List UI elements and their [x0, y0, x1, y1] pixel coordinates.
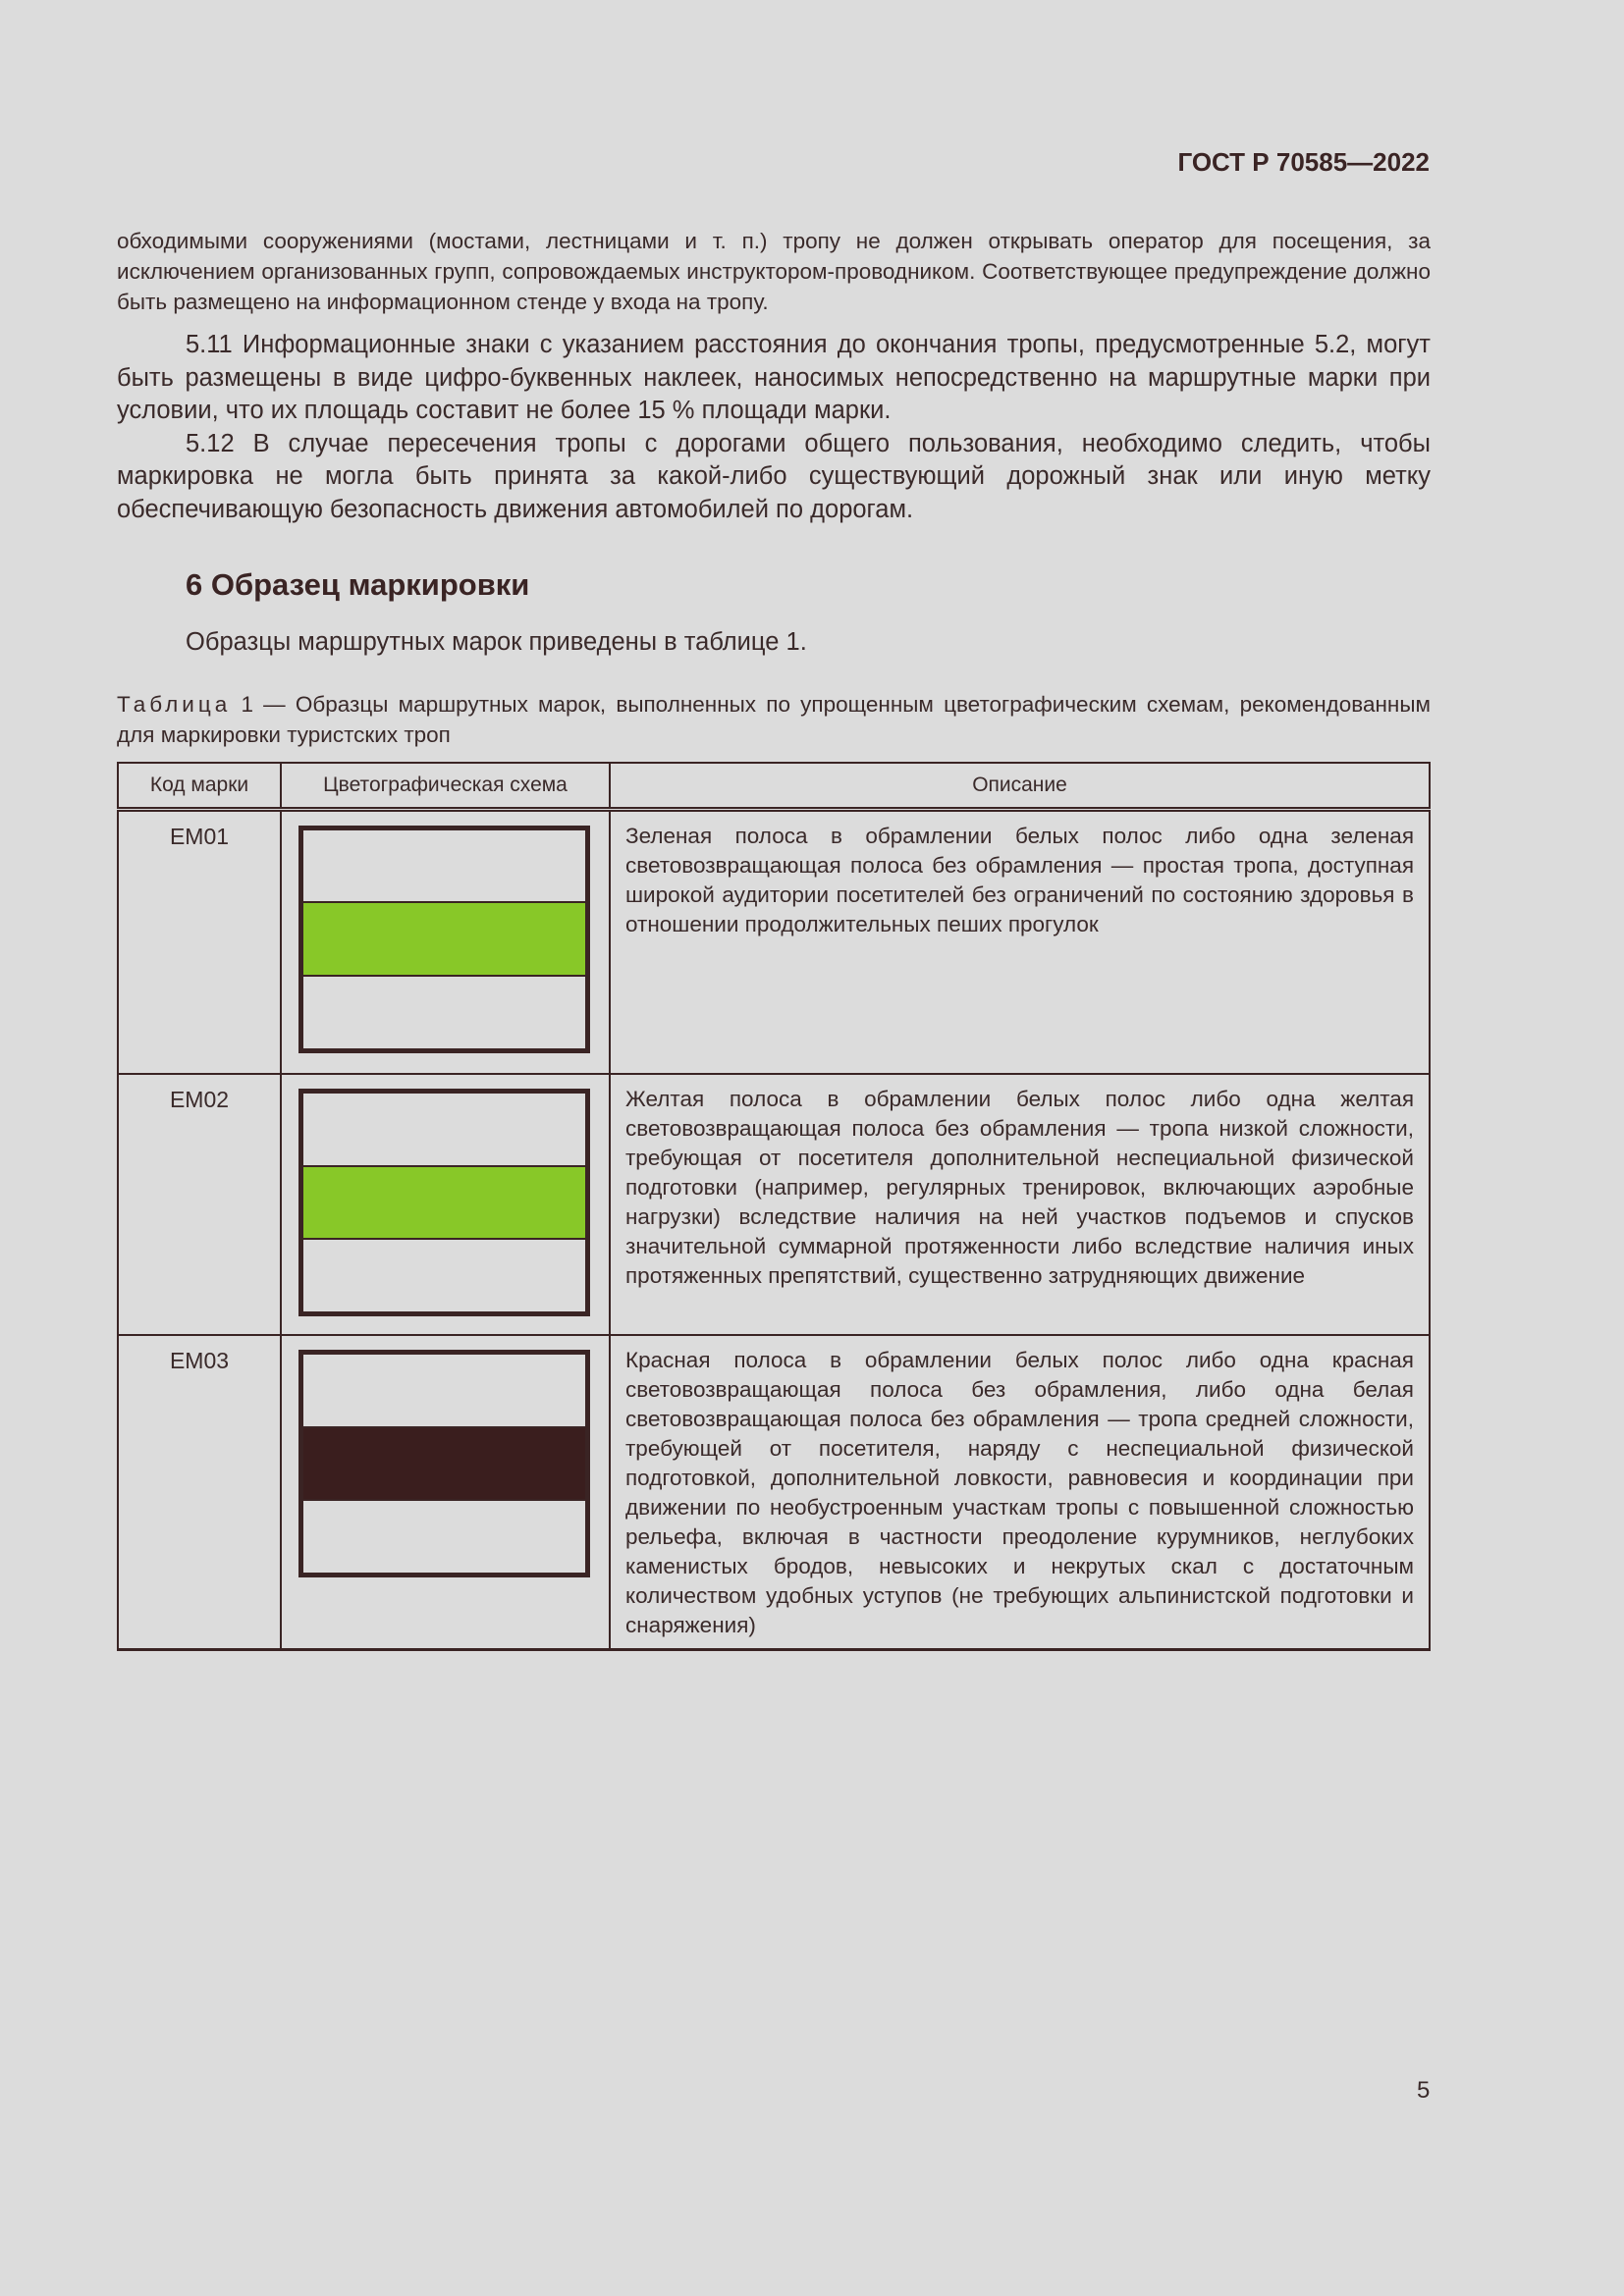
paragraph-continuation: обходимыми сооружениями (мостами, лестницами и т. п.) тропу не должен открывать оператор для посещения, за исключением организованных групп, сопровождаемых инструктором-проводником. Соответствующее предупреждение должно быть размещено на информационном стенде у входа на тропу.: [117, 229, 1431, 314]
scheme-bottom-band: [303, 977, 585, 1048]
scheme-top-band: [303, 1094, 585, 1165]
paragraph-5-12: 5.12 В случае пересечения тропы с дорогами общего пользования, необходимо следить, чтобы маркировка не могла быть принята за какой-либо существующий дорожный знак или иную метку обеспечивающую безопасность движения автомобилей по дорогам.: [117, 429, 1431, 523]
mark-code: EM02: [169, 1087, 230, 1112]
mark-code-cell: [118, 809, 281, 1074]
document-id: ГОСТ Р 70585—2022: [1177, 147, 1430, 177]
scheme-color-stripe: [303, 1165, 585, 1241]
page-content: [117, 226, 1431, 1651]
mark-code: EM03: [169, 1348, 230, 1373]
scheme-cell: [281, 1074, 610, 1335]
mark-scheme: [298, 1350, 590, 1577]
mark-code: EM01: [169, 823, 230, 849]
table-caption-text: 1 — Образцы маршрутных марок, выполненных по упрощенным цветографическим схемам, рекомендованным для маркировки туристских троп: [117, 691, 1431, 747]
mark-description: Зеленая полоса в обрамлении белых полос либо одна зеленая световозвращающая полоса без обрамления — простая тропа, доступная широкой аудитории посетителей без ограничений по состоянию здоровья в отношении продолжительных пеших прогулок: [625, 823, 1414, 936]
mark-description: Красная полоса в обрамлении белых полос либо одна красная световозвращающая полоса без обрамления, либо одна белая световозвращающая полоса без обрамления — тропа средней сложности, требующей от посетителя, наряду с неспециальной физической подготовкой, дополнительной ловкости, равновесия и координации при движении по необустроенным участкам тропы с повышенной сложностью рельефа, включая в частности преодоление курумников, неглубоких каменистых бродов, невысоких и некрутых скал с достаточным количеством удобных уступов (не требующих альпинистской подготовки и снаряжения): [625, 1348, 1414, 1637]
mark-description: Желтая полоса в обрамлении белых полос либо одна желтая световозвращающая полоса без обрамления — тропа низкой сложности, требующая от посетителя дополнительной неспециальной физической подготовки (например, регулярных тренировок, включающих аэробные нагрузки) вследствие наличия на ней участков подъемов и спусков значительной суммарной протяженности либо вследствие наличия иных протяженных препятствий, существенно затрудняющих движение: [625, 1087, 1414, 1288]
description-cell: [610, 1074, 1430, 1335]
scheme-color-stripe: [303, 901, 585, 977]
mark-scheme: [298, 1089, 590, 1316]
page-number: 5: [1417, 2077, 1431, 2104]
scheme-color-stripe: [303, 1426, 585, 1502]
section-intro: Образцы маршрутных марок приведены в таблице 1.: [186, 628, 807, 656]
section-heading: 6 Образец маркировки: [186, 567, 530, 602]
scheme-cell: [281, 1335, 610, 1650]
table-row: [118, 1074, 1430, 1335]
scheme-cell: [281, 809, 610, 1074]
header-code: Код марки: [118, 763, 281, 810]
header-scheme: Цветографическая схема: [281, 763, 610, 810]
table-row: [118, 809, 1430, 1074]
description-cell: [610, 1335, 1430, 1650]
mark-code-cell: [118, 1074, 281, 1335]
table-caption: [117, 689, 1431, 750]
route-marks-table: [117, 762, 1431, 1652]
table-row: [118, 1335, 1430, 1650]
scheme-bottom-band: [303, 1240, 585, 1311]
paragraph-5-11: 5.11 Информационные знаки с указанием расстояния до окончания тропы, предусмотренные 5.2, могут быть размещены в виде цифро-буквенных наклеек, наносимых непосредственно на маршрутные марки при условии, что их площадь составит не более 15 % площади марки.: [117, 331, 1431, 424]
header-description: Описание: [610, 763, 1430, 810]
mark-code-cell: [118, 1335, 281, 1650]
scheme-top-band: [303, 1355, 585, 1426]
scheme-bottom-band: [303, 1501, 585, 1573]
description-cell: [610, 809, 1430, 1074]
scheme-top-band: [303, 830, 585, 902]
table-caption-label: Таблица: [117, 691, 232, 717]
mark-scheme: [298, 826, 590, 1053]
table-header-row: [118, 763, 1430, 810]
